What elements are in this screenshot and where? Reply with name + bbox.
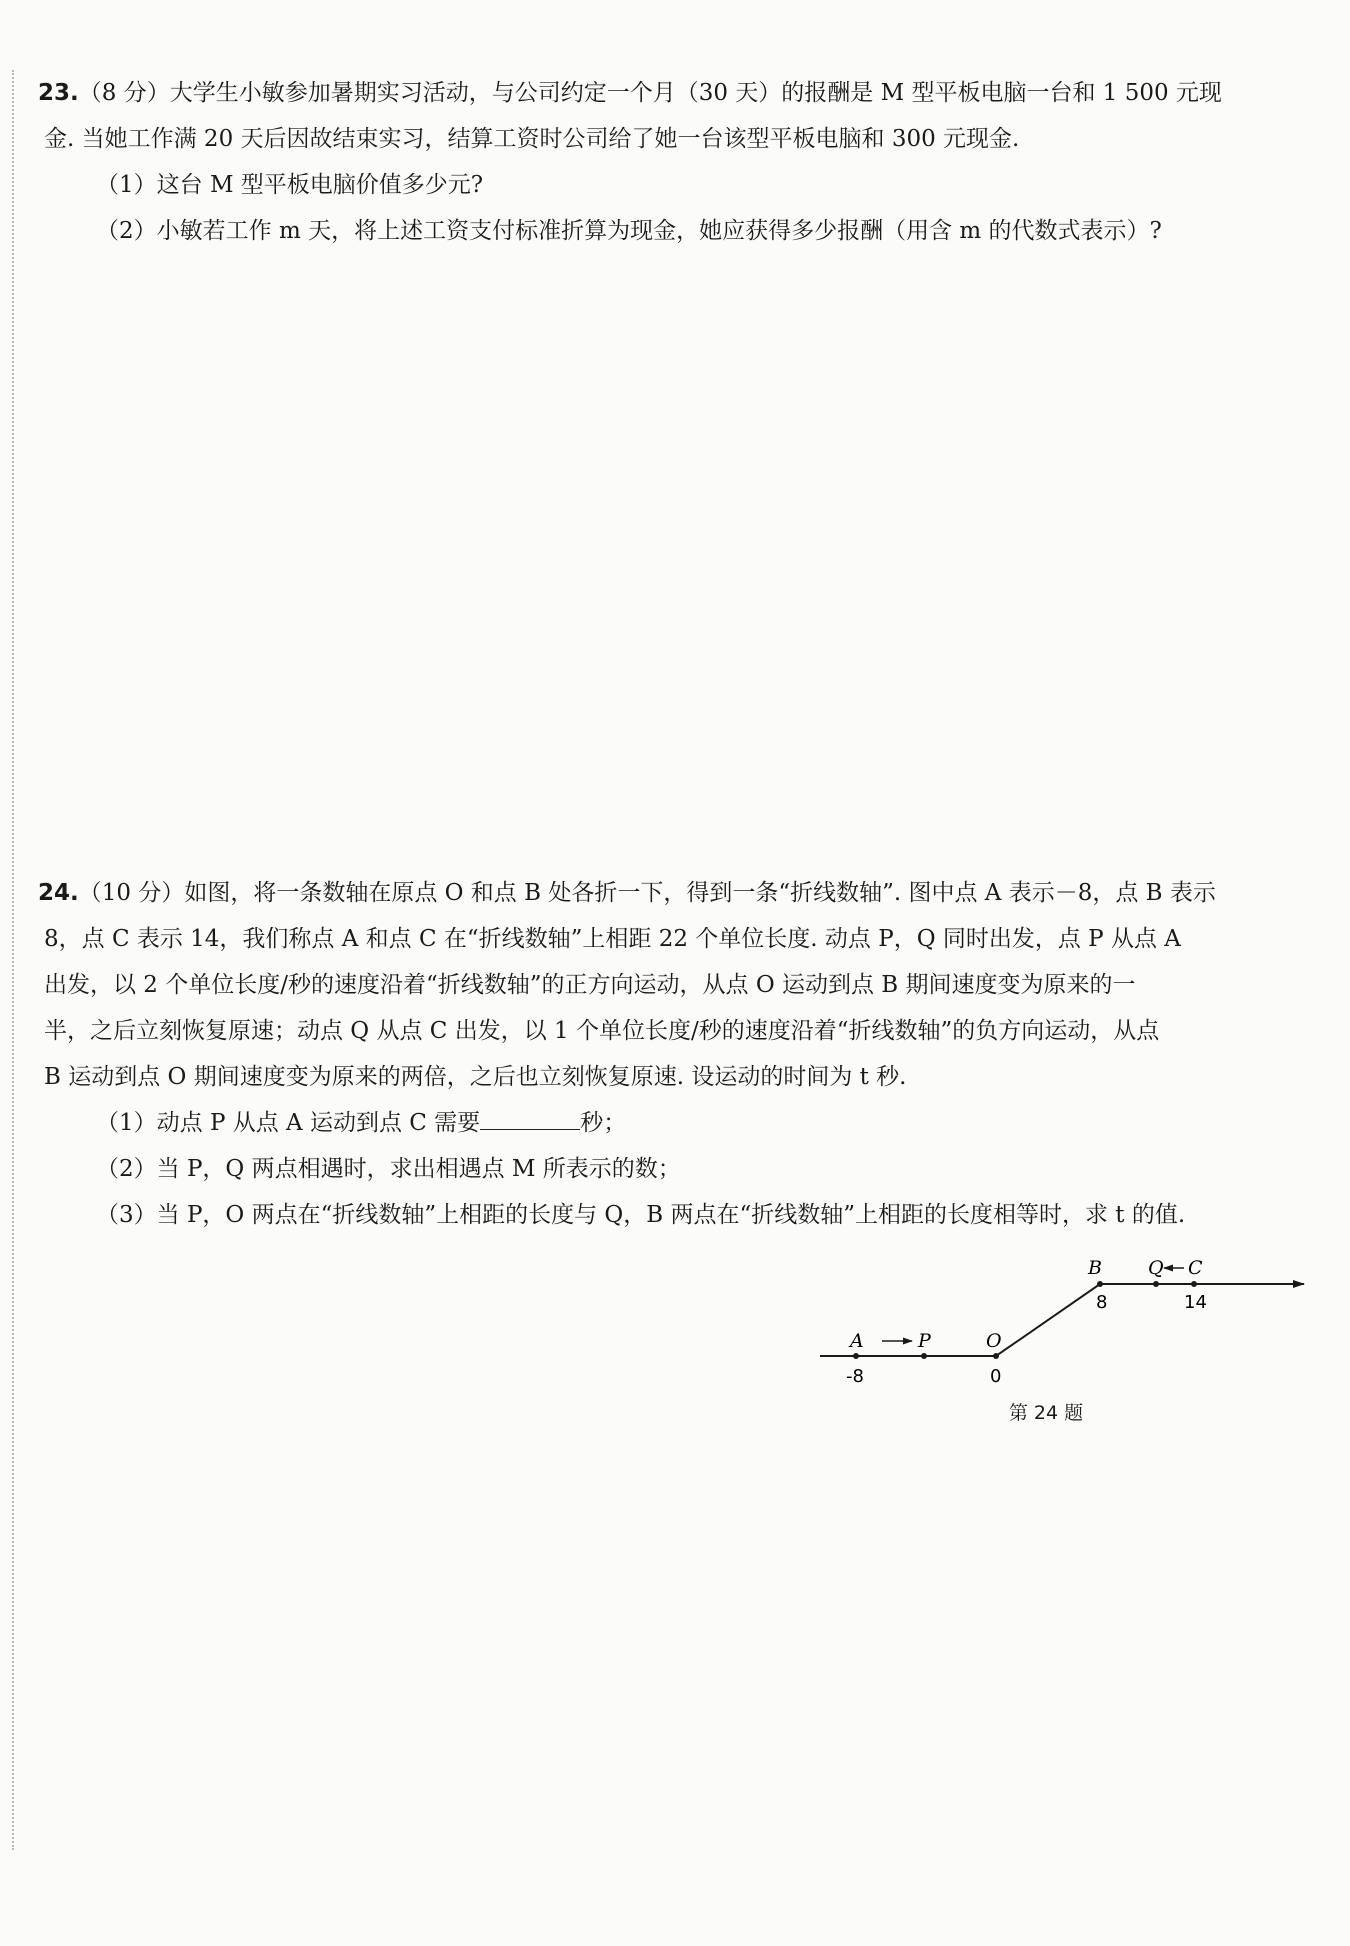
label-c: C (1188, 1257, 1203, 1279)
question-stem-line: 金. 当她工作满 20 天后因故结束实习，结算工资时公司给了她一台该型平板电脑和 300 元现金. (44, 126, 1020, 152)
sub-question-1: （1）这台 M 型平板电脑价值多少元? (96, 172, 484, 198)
question-stem-line: 8，点 C 表示 14，我们称点 A 和点 C 在“折线数轴”上相距 22 个单位长度. 动点 P，Q 同时出发，点 P 从点 A (44, 926, 1181, 952)
folded-number-line-figure (766, 1238, 1326, 1428)
question-stem-line: B 运动到点 O 期间速度变为原来的两倍，之后也立刻恢复原速. 设运动的时间为 t 秒. (44, 1064, 907, 1090)
point-p-dot (921, 1353, 927, 1359)
point-b-dot (1097, 1281, 1103, 1287)
question-stem-line: （10 分）如图，将一条数轴在原点 O 和点 B 处各折一下，得到一条“折线数轴”. 图中点 A 表示－8，点 B 表示 (78, 880, 1216, 906)
question-number: 24. (38, 880, 79, 906)
figure-caption: 第 24 题 (1008, 1402, 1084, 1424)
sub-question-1: （1）动点 P 从点 A 运动到点 C 需要 秒； (44, 1100, 1314, 1146)
point-q-dot (1153, 1281, 1159, 1287)
binding-dotted-line (12, 70, 14, 1850)
question-24 (38, 870, 1314, 1238)
point-o-dot (993, 1353, 999, 1359)
number-b: 8 (1096, 1292, 1108, 1313)
question-23 (38, 70, 1314, 254)
point-c-dot (1191, 1281, 1197, 1287)
label-a: A (850, 1330, 864, 1352)
question-stem-line: （8 分）大学生小敏参加暑期实习活动，与公司约定一个月（30 天）的报酬是 M 型平板电脑一台和 1 500 元现 (78, 80, 1222, 106)
question-stem-line: 出发，以 2 个单位长度/秒的速度沿着“折线数轴”的正方向运动，从点 O 运动到点 B 期间速度变为原来的一 (44, 972, 1136, 998)
sub-question-2: （2）小敏若工作 m 天，将上述工资支付标准折算为现金，她应获得多少报酬（用含 m 的代数式表示）? (96, 218, 1162, 244)
answer-blank[interactable] (480, 1103, 580, 1130)
label-o: O (986, 1330, 1002, 1352)
label-b: B (1088, 1257, 1102, 1279)
sub-question-3: （3）当 P，O 两点在“折线数轴”上相距的长度与 Q，B 两点在“折线数轴”上相距的长度相等时，求 t 的值. (96, 1202, 1186, 1228)
number-a: -8 (846, 1366, 864, 1387)
number-o: 0 (990, 1366, 1002, 1387)
number-c: 14 (1184, 1292, 1207, 1313)
sub-question-2: （2）当 P，Q 两点相遇时，求出相遇点 M 所表示的数； (96, 1156, 681, 1182)
number-line-path (820, 1284, 1304, 1356)
question-stem-line: 半，之后立刻恢复原速；动点 Q 从点 C 出发，以 1 个单位长度/秒的速度沿着“折线数轴”的负方向运动，从点 (44, 1018, 1160, 1044)
label-p: P (918, 1330, 931, 1352)
question-number: 23. (38, 80, 79, 106)
label-q: Q (1148, 1257, 1164, 1279)
point-a-dot (853, 1353, 859, 1359)
